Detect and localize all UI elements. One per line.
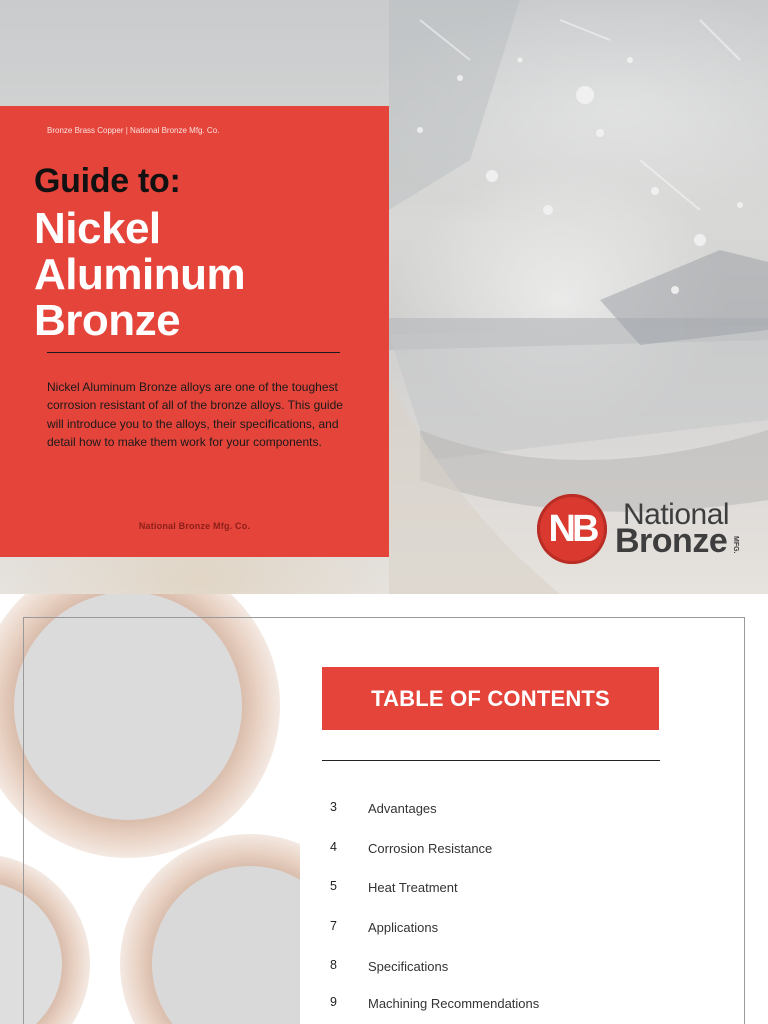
logo-monogram: NB bbox=[548, 508, 596, 550]
title-divider bbox=[47, 352, 340, 353]
toc-item-advantages[interactable] bbox=[0, 800, 768, 820]
toc-page-number: 8 bbox=[330, 958, 337, 972]
guide-title bbox=[34, 206, 374, 344]
toc-page-number: 7 bbox=[330, 919, 337, 933]
logo-mfg-suffix: MFG. bbox=[732, 536, 739, 554]
logo-word-national: National bbox=[623, 498, 730, 531]
title-line-1: Nickel bbox=[34, 204, 161, 253]
toc-page-number: 4 bbox=[330, 840, 337, 854]
cover-footer-brand: National Bronze Mfg. Co. bbox=[138, 521, 251, 531]
title-line-3: Bronze bbox=[34, 296, 181, 345]
guide-to-heading: Guide to: bbox=[34, 162, 181, 200]
cover-kicker: Bronze Brass Copper | National Bronze Mfg. Co. bbox=[47, 126, 220, 135]
toc-item-label[interactable]: Machining Recommendations bbox=[368, 996, 540, 1011]
toc-item-label[interactable]: Heat Treatment bbox=[368, 880, 458, 895]
national-bronze-logo bbox=[537, 494, 757, 566]
toc-divider bbox=[322, 760, 660, 761]
toc-heading: TABLE OF CONTENTS bbox=[322, 667, 659, 730]
toc-item-corrosion-resistance[interactable] bbox=[0, 840, 768, 860]
toc-page-number: 5 bbox=[330, 879, 337, 893]
logo-word-bronze: Bronze bbox=[615, 522, 728, 560]
title-line-2: Aluminum bbox=[34, 250, 246, 299]
title-panel bbox=[0, 106, 389, 557]
toc-item-label[interactable]: Corrosion Resistance bbox=[368, 841, 493, 856]
toc-item-heat-treatment[interactable] bbox=[0, 879, 768, 899]
toc-item-specifications[interactable] bbox=[0, 958, 768, 978]
table-of-contents-page bbox=[0, 594, 768, 1024]
toc-item-applications[interactable] bbox=[0, 919, 768, 939]
toc-item-label[interactable]: Advantages bbox=[368, 801, 437, 816]
intro-paragraph: Nickel Aluminum Bronze alloys are one of the toughest corrosion resistant of all of the bronze alloys. This guide will introduce you to the alloys, their specifications, and detail how to make them work for your components. bbox=[47, 380, 343, 450]
toc-page-number: 9 bbox=[330, 995, 337, 1009]
toc-item-label[interactable]: Specifications bbox=[368, 959, 449, 974]
toc-item-label[interactable]: Applications bbox=[368, 920, 439, 935]
toc-item-machining-recommendations[interactable] bbox=[0, 995, 768, 1015]
toc-page-number: 3 bbox=[330, 800, 337, 814]
